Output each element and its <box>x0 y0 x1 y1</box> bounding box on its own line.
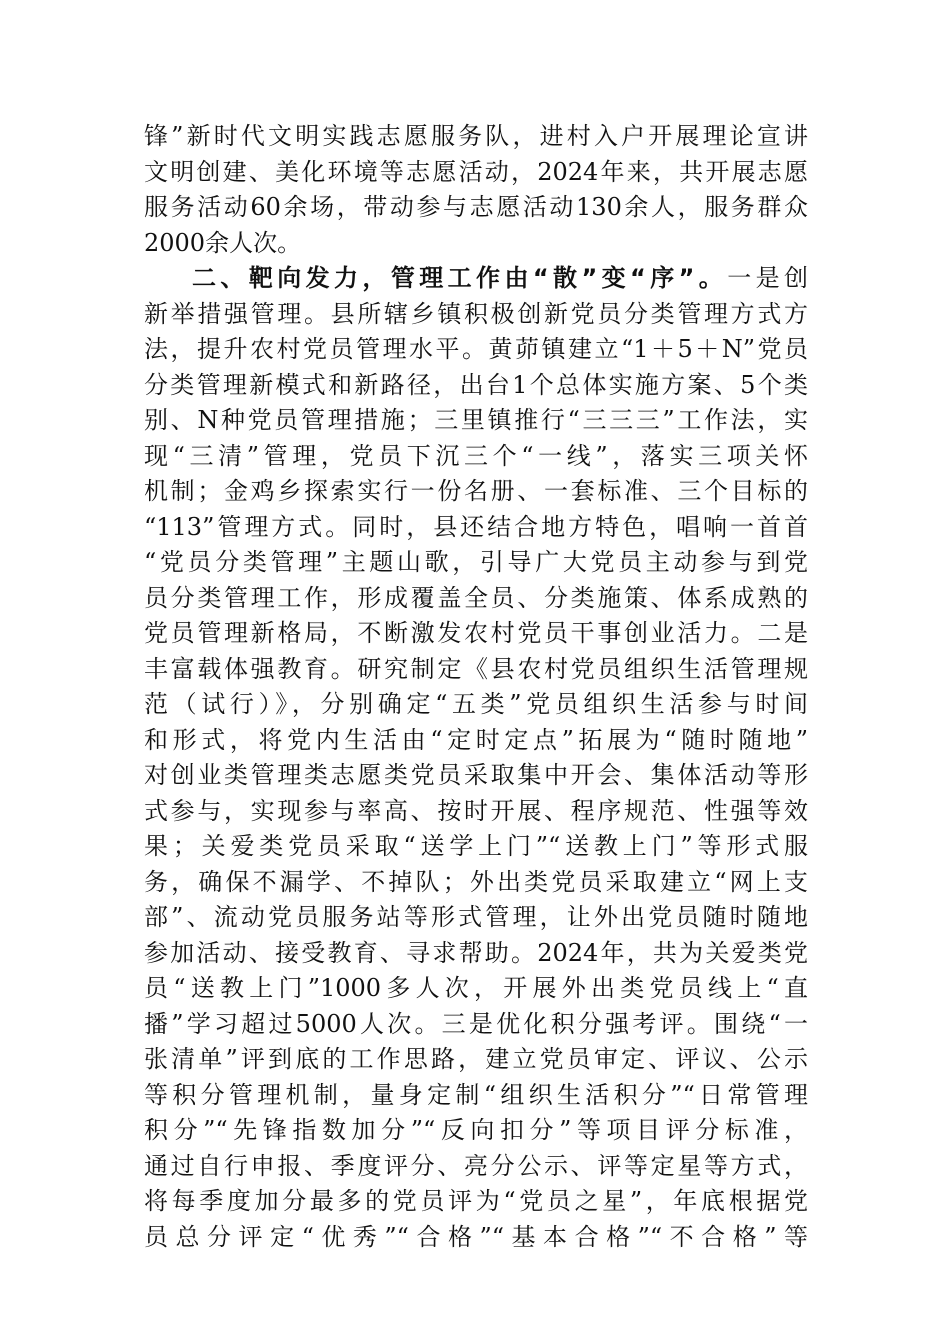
paragraph-line: 和形式，将党内生活由“定时定点”拓展为“随时随地” <box>144 725 808 754</box>
paragraph-line: 员“送教上门”1000多人次，开展外出类党员线上“直 <box>144 974 808 1002</box>
paragraph-line: 服务活动60余场，带动参与志愿活动130余人，服务群众 <box>144 193 808 221</box>
paragraph-line: 2000余人次。 <box>144 228 302 257</box>
paragraph-line: 法，提升农村党员管理水平。黄茆镇建立“1＋5＋N”党员 <box>144 335 808 363</box>
paragraph-line: 分类管理新模式和新路径，出台1个总体实施方案、5个类 <box>144 370 808 399</box>
paragraph-line: “党员分类管理”主题山歌，引导广大党员主动参与到党 <box>144 548 808 576</box>
paragraph-line: 文明创建、美化环境等志愿活动，2024年来，共开展志愿 <box>144 157 808 186</box>
paragraph-line: 等积分管理机制，量身定制“组织生活积分”“日常管理 <box>144 1080 808 1109</box>
paragraph-line: 务，确保不漏学、不掉队；外出类党员采取建立“网上支 <box>144 867 808 896</box>
paragraph-line: 锋”新时代文明实践志愿服务队，进村入户开展理论宣讲 <box>144 122 808 150</box>
paragraph-line: 新举措强管理。县所辖乡镇积极创新党员分类管理方式方 <box>144 299 808 328</box>
paragraph-line: 通过自行申报、季度评分、亮分公示、评等定星等方式， <box>144 1151 808 1180</box>
paragraph-line: 丰富载体强教育。研究制定《县农村党员组织生活管理规 <box>144 654 808 683</box>
paragraph-line: 将每季度加分最多的党员评为“党员之星”，年底根据党 <box>144 1187 808 1215</box>
paragraph-line: 范（试行）》，分别确定“五类”党员组织生活参与时间 <box>144 690 808 718</box>
paragraph-line: 机制；金鸡乡探索实行一份名册、一套标准、三个目标的 <box>144 477 808 505</box>
paragraph-line: 参加活动、接受教育、寻求帮助。2024年，共为关爱类党 <box>144 938 808 967</box>
paragraph-line: 积分”“先锋指数加分”“反向扣分”等项目评分标准， <box>144 1116 808 1144</box>
paragraph-line-rest: 一是创 <box>727 264 809 292</box>
section-heading: 二、靶向发力，管理工作由“散”变“序”。 <box>192 264 728 292</box>
paragraph-line: 现“三清”管理，党员下沉三个“一线”，落实三项关怀 <box>144 441 808 470</box>
paragraph-line: 员分类管理工作，形成覆盖全员、分类施策、体系成熟的 <box>144 583 808 612</box>
paragraph-line: 员总分评定“优秀”“合格”“基本合格”“不合格”等 <box>144 1222 808 1251</box>
document-body <box>144 119 808 1255</box>
section-heading-line <box>144 261 808 297</box>
paragraph-line: 别、N种党员管理措施；三里镇推行“三三三”工作法，实 <box>144 406 808 434</box>
paragraph-line: 张清单”评到底的工作思路，建立党员审定、评议、公示 <box>144 1045 808 1073</box>
paragraph-line: 对创业类管理类志愿类党员采取集中开会、集体活动等形 <box>144 761 808 789</box>
paragraph-line: 果；关爱类党员采取“送学上门”“送教上门”等形式服 <box>144 832 808 860</box>
paragraph-line: 式参与，实现参与率高、按时开展、程序规范、性强等效 <box>144 796 808 825</box>
paragraph-line: 播”学习超过5000人次。三是优化积分强考评。围绕“一 <box>144 1009 808 1038</box>
paragraph-line: “113”管理方式。同时，县还结合地方特色，唱响一首首 <box>144 512 808 541</box>
paragraph-line: 党员管理新格局，不断激发农村党员干事创业活力。二是 <box>144 619 808 647</box>
paragraph-line: 部”、流动党员服务站等形式管理，让外出党员随时随地 <box>144 903 808 931</box>
